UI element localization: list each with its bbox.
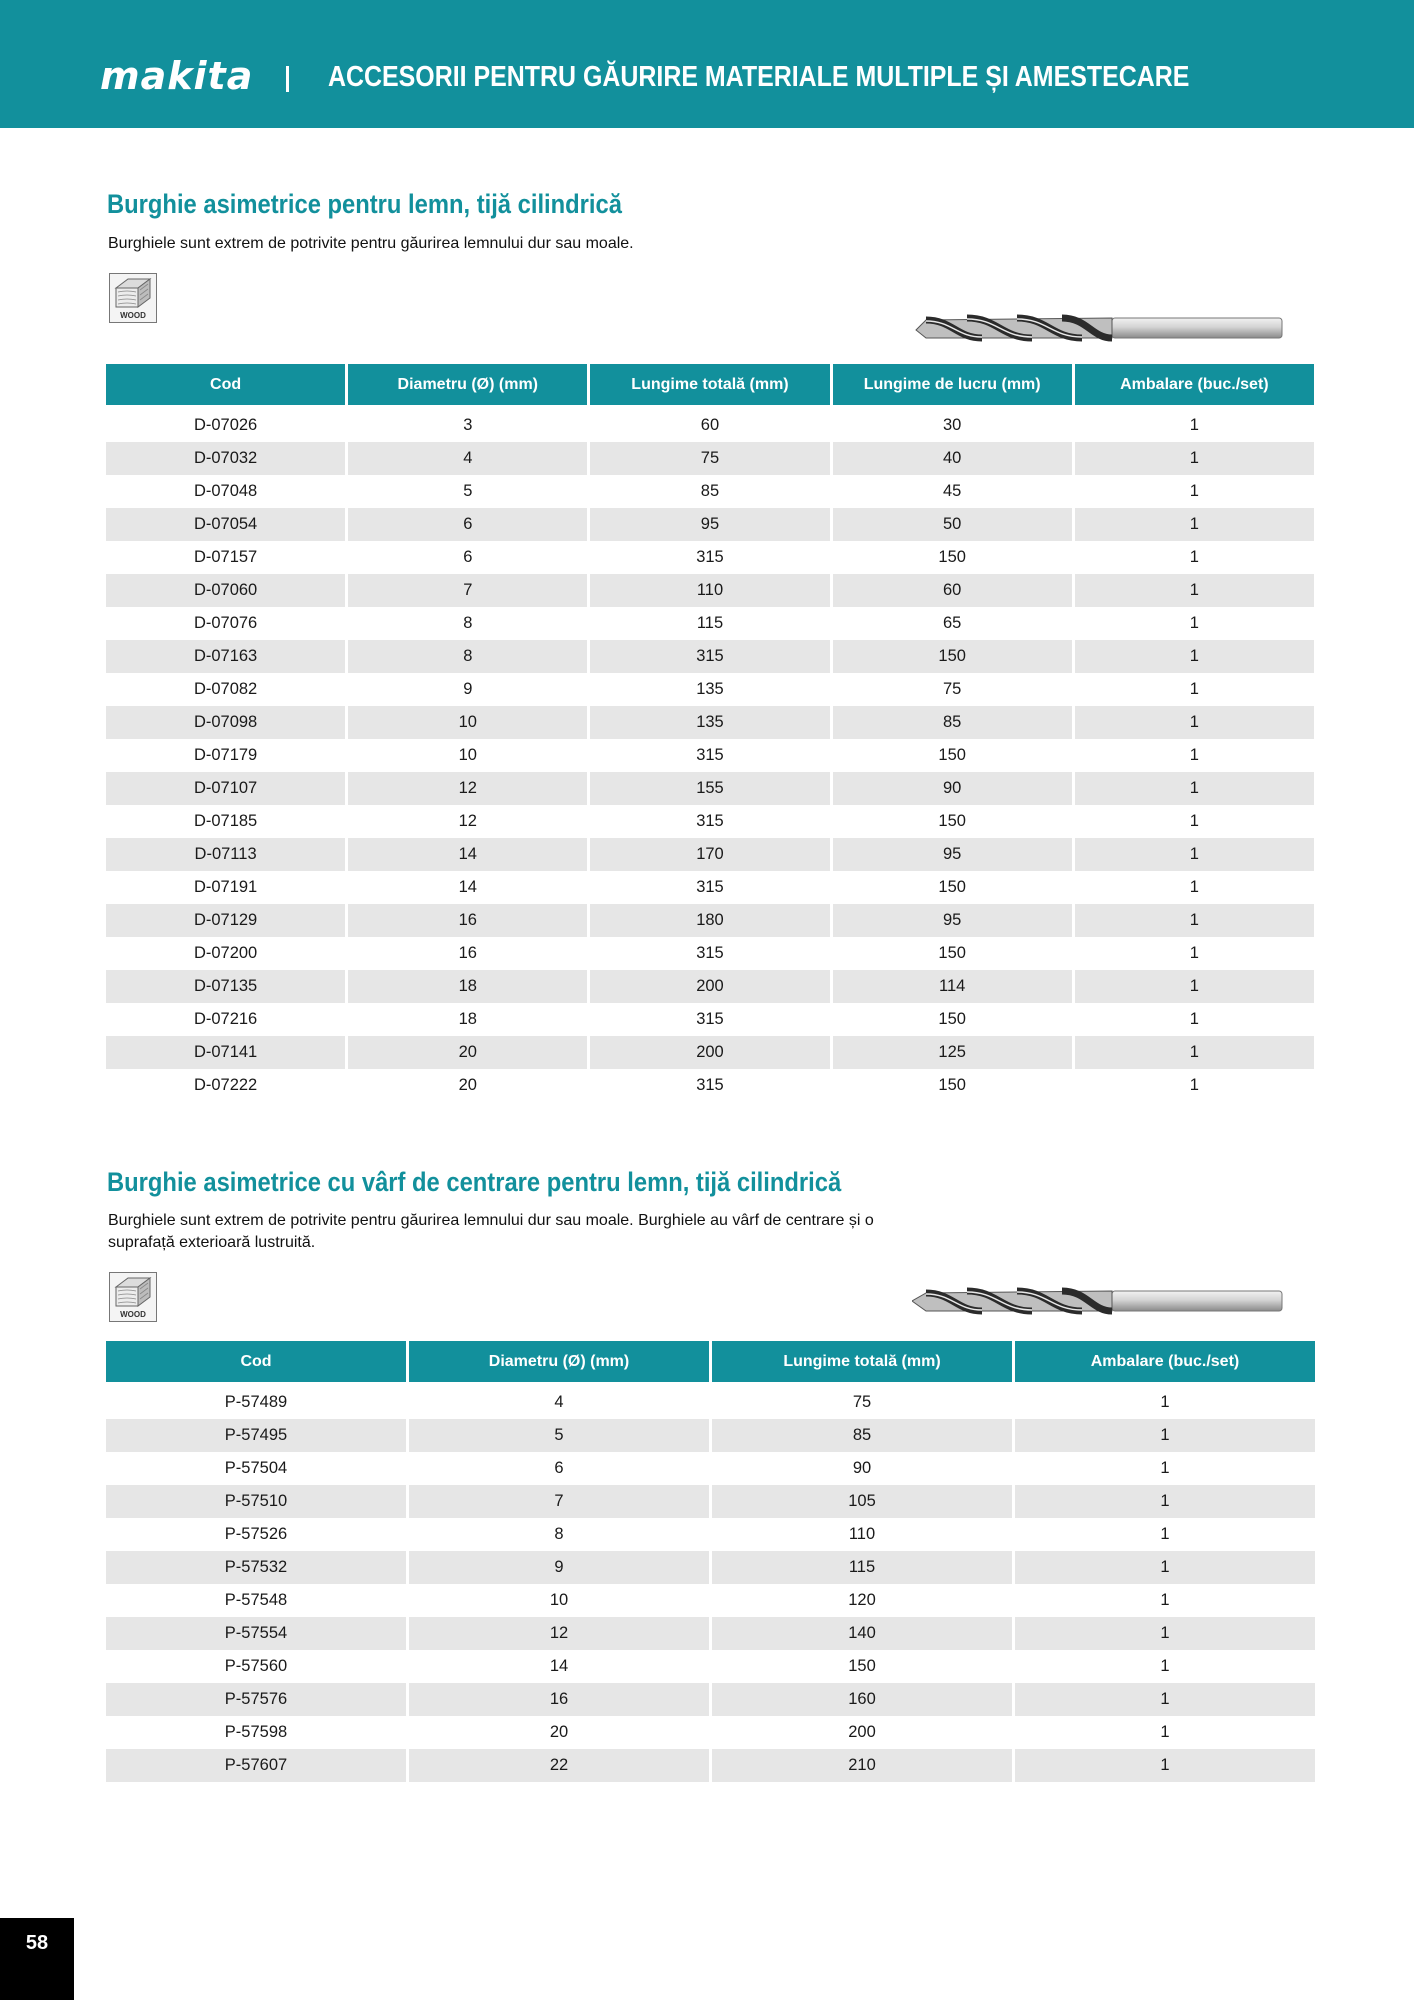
table-cell: 1 xyxy=(1189,1010,1199,1028)
table-cell: 150 xyxy=(938,812,966,830)
table-cell: 1 xyxy=(1189,680,1199,698)
table-cell: 1 xyxy=(1160,1459,1170,1477)
table-row xyxy=(106,1518,1315,1551)
table-cell: 1 xyxy=(1075,772,1314,805)
table-cell: 1 xyxy=(1189,944,1199,962)
table-cell: 120 xyxy=(848,1591,876,1609)
table-cell: P-57560 xyxy=(224,1657,288,1675)
table-cell: 65 xyxy=(942,614,962,632)
table-cell: 8 xyxy=(348,640,587,673)
table-cell: 6 xyxy=(348,508,587,541)
table-cell: 16 xyxy=(409,1683,709,1716)
table-cell: 75 xyxy=(942,680,962,698)
table-row xyxy=(106,805,1314,838)
table-cell: D-07200 xyxy=(193,944,258,962)
table-cell: 75 xyxy=(852,1393,872,1411)
table-cell: 315 xyxy=(696,746,724,764)
table-row xyxy=(106,739,1314,772)
section1-table xyxy=(103,364,1317,1102)
table-cell: 1 xyxy=(1075,838,1314,871)
column-header: Ambalare (buc./set) xyxy=(1015,1341,1315,1386)
table-cell: 110 xyxy=(590,574,829,607)
table-cell: 210 xyxy=(712,1749,1012,1782)
table-row xyxy=(106,409,1314,442)
table-cell: 125 xyxy=(833,1036,1072,1069)
table-cell: 18 xyxy=(458,1010,477,1028)
table-cell: 16 xyxy=(458,944,477,962)
table-cell: D-07216 xyxy=(193,1010,258,1028)
table-cell: 150 xyxy=(938,548,966,566)
table-cell: 20 xyxy=(348,1036,587,1069)
table-cell: 95 xyxy=(833,904,1072,937)
table-cell: 115 xyxy=(696,614,724,632)
table-cell: 1 xyxy=(1015,1419,1315,1452)
table-cell: 1 xyxy=(1160,1591,1170,1609)
table-cell: 14 xyxy=(549,1657,569,1675)
table-cell: D-07098 xyxy=(106,706,345,739)
table-cell: 8 xyxy=(463,614,473,632)
table-row xyxy=(106,1749,1315,1782)
table-cell: P-57554 xyxy=(106,1617,406,1650)
table-row xyxy=(106,937,1314,970)
table-cell: 50 xyxy=(833,508,1072,541)
table-cell: 4 xyxy=(554,1393,564,1411)
table-cell: 85 xyxy=(833,706,1072,739)
table-cell: 14 xyxy=(348,838,587,871)
brand-logo: makita xyxy=(100,54,254,98)
table-cell: 1 xyxy=(1015,1485,1315,1518)
table-cell: D-07082 xyxy=(193,680,258,698)
table-cell: 315 xyxy=(696,812,724,830)
table-cell: P-57532 xyxy=(106,1551,406,1584)
page-number: 58 xyxy=(0,1918,74,2000)
table-cell: 115 xyxy=(712,1551,1012,1584)
table-row xyxy=(106,1036,1314,1069)
table-row xyxy=(106,574,1314,607)
table-row xyxy=(106,640,1314,673)
table-row xyxy=(106,1069,1314,1102)
table-cell: 110 xyxy=(848,1525,876,1543)
table-cell: 135 xyxy=(696,680,724,698)
table-cell: 40 xyxy=(833,442,1072,475)
table-cell: 1 xyxy=(1075,904,1314,937)
table-cell: 1 xyxy=(1160,1723,1170,1741)
table-row xyxy=(106,772,1314,805)
drill-bit-icon xyxy=(912,1281,1286,1321)
table-cell: D-07113 xyxy=(106,838,345,871)
table-cell: 95 xyxy=(833,838,1072,871)
table-cell: 140 xyxy=(712,1617,1012,1650)
table-cell: 8 xyxy=(554,1525,564,1543)
table-cell: 1 xyxy=(1189,416,1199,434)
table-cell: 150 xyxy=(938,1010,966,1028)
header-title: ACCESORII PENTRU GĂURIRE MATERIALE MULTIPLE ȘI AMESTECARE xyxy=(328,61,1190,93)
table-row xyxy=(106,904,1314,937)
table-cell: 150 xyxy=(833,640,1072,673)
table-row xyxy=(106,1551,1315,1584)
table-cell: 135 xyxy=(590,706,829,739)
section2-table xyxy=(103,1341,1318,1782)
column-header: Lungime totală (mm) xyxy=(712,1341,1012,1386)
table-cell: 180 xyxy=(590,904,829,937)
table-row xyxy=(106,541,1314,574)
table-cell: 1 xyxy=(1189,746,1199,764)
table-cell: 170 xyxy=(590,838,829,871)
table-row xyxy=(106,871,1314,904)
table-cell: P-57489 xyxy=(224,1393,288,1411)
table-cell: 1 xyxy=(1075,442,1314,475)
table-cell: 1 xyxy=(1075,706,1314,739)
table-row xyxy=(106,442,1314,475)
column-header: Cod xyxy=(106,364,345,409)
table-cell: 1 xyxy=(1075,574,1314,607)
table-cell: 20 xyxy=(549,1723,569,1741)
table-cell: 200 xyxy=(848,1723,876,1741)
table-cell: 20 xyxy=(458,1076,477,1094)
table-cell: P-57598 xyxy=(224,1723,288,1741)
table-cell: 315 xyxy=(696,1076,724,1094)
table-cell: 150 xyxy=(848,1657,876,1675)
table-cell: 1 xyxy=(1189,482,1199,500)
table-cell: 14 xyxy=(458,878,477,896)
table-cell: 1 xyxy=(1189,614,1199,632)
table-cell: 1 xyxy=(1015,1749,1315,1782)
table-cell: 6 xyxy=(463,548,473,566)
table-cell: 12 xyxy=(409,1617,709,1650)
table-cell: 12 xyxy=(458,812,477,830)
table-row xyxy=(106,673,1314,706)
table-cell: D-07185 xyxy=(193,812,258,830)
table-cell: 60 xyxy=(700,416,720,434)
header-divider xyxy=(286,66,289,92)
table-cell: D-07076 xyxy=(193,614,258,632)
table-cell: 1 xyxy=(1015,1617,1315,1650)
table-cell: 5 xyxy=(409,1419,709,1452)
table-cell: 95 xyxy=(590,508,829,541)
table-cell: 1 xyxy=(1189,1076,1199,1094)
table-cell: 10 xyxy=(348,706,587,739)
table-cell: P-57548 xyxy=(224,1591,288,1609)
table-cell: 85 xyxy=(712,1419,1012,1452)
table-row xyxy=(106,508,1314,541)
table-cell: 6 xyxy=(554,1459,564,1477)
table-cell: D-07060 xyxy=(106,574,345,607)
table-cell: P-57510 xyxy=(106,1485,406,1518)
table-cell: 1 xyxy=(1075,1036,1314,1069)
table-cell: 1 xyxy=(1160,1657,1170,1675)
table-cell: 160 xyxy=(712,1683,1012,1716)
table-row xyxy=(106,607,1314,640)
table-cell: 150 xyxy=(938,878,966,896)
table-cell: 1 xyxy=(1075,640,1314,673)
table-cell: D-07107 xyxy=(106,772,345,805)
table-row xyxy=(106,1485,1315,1518)
section2-description: Burghiele sunt extrem de potrivite pentru găurirea lemnului dur sau moale. Burghiele au vârf de centrare și o suprafață exterioară lustruită. xyxy=(108,1212,874,1251)
column-header: Diametru (Ø) (mm) xyxy=(348,364,587,409)
table-cell: 3 xyxy=(463,416,473,434)
wood-icon xyxy=(109,1272,157,1322)
table-cell: P-57495 xyxy=(106,1419,406,1452)
wood-icon-label: WOOD xyxy=(120,1310,146,1319)
table-cell: 315 xyxy=(696,548,724,566)
table-cell: 10 xyxy=(458,746,477,764)
table-cell: 1 xyxy=(1075,970,1314,1003)
table-cell: D-07129 xyxy=(106,904,345,937)
column-header: Lungime totală (mm) xyxy=(590,364,829,409)
table-cell: 1 xyxy=(1015,1551,1315,1584)
section1-description: Burghiele sunt extrem de potrivite pentru găurirea lemnului dur sau moale. xyxy=(108,235,634,252)
table-cell: 4 xyxy=(348,442,587,475)
table-row xyxy=(106,1683,1315,1716)
table-cell: 5 xyxy=(463,482,473,500)
table-row xyxy=(106,1650,1315,1683)
table-cell: P-57576 xyxy=(106,1683,406,1716)
table-cell: D-07191 xyxy=(193,878,258,896)
table-row xyxy=(106,706,1314,739)
column-header: Diametru (Ø) (mm) xyxy=(409,1341,709,1386)
table-cell: 1 xyxy=(1160,1393,1170,1411)
drill-bit-icon xyxy=(912,308,1286,348)
table-row xyxy=(106,838,1314,871)
table-cell: D-07032 xyxy=(106,442,345,475)
table-cell: P-57504 xyxy=(224,1459,288,1477)
table-cell: 1 xyxy=(1160,1525,1170,1543)
table-row xyxy=(106,475,1314,508)
table-cell: 1 xyxy=(1189,812,1199,830)
table-cell: 150 xyxy=(938,1076,966,1094)
table-row xyxy=(106,1003,1314,1036)
table-row xyxy=(106,1584,1315,1617)
table-cell: 114 xyxy=(833,970,1072,1003)
table-cell: 200 xyxy=(590,1036,829,1069)
table-cell: 105 xyxy=(712,1485,1012,1518)
table-cell: 16 xyxy=(348,904,587,937)
table-cell: 90 xyxy=(852,1459,872,1477)
table-cell: P-57607 xyxy=(106,1749,406,1782)
table-cell: 155 xyxy=(590,772,829,805)
table-cell: 315 xyxy=(590,640,829,673)
table-row xyxy=(106,970,1314,1003)
table-row xyxy=(106,1716,1315,1749)
table-cell: D-07135 xyxy=(106,970,345,1003)
table-cell: D-07026 xyxy=(193,416,258,434)
table-cell: 30 xyxy=(942,416,962,434)
table-header-row xyxy=(106,1341,1315,1386)
table-cell: 1 xyxy=(1189,878,1199,896)
table-cell: 315 xyxy=(696,878,724,896)
table-cell: D-07157 xyxy=(193,548,258,566)
table-cell: D-07048 xyxy=(193,482,258,500)
table-cell: 7 xyxy=(409,1485,709,1518)
table-cell: 22 xyxy=(409,1749,709,1782)
table-cell: 315 xyxy=(696,1010,724,1028)
section2-title: Burghie asimetrice cu vârf de centrare pentru lemn, tijă cilindrică xyxy=(107,1167,842,1197)
table-cell: 45 xyxy=(942,482,962,500)
column-header: Ambalare (buc./set) xyxy=(1075,364,1314,409)
table-row xyxy=(106,1452,1315,1485)
table-cell: D-07179 xyxy=(193,746,258,764)
column-header: Lungime de lucru (mm) xyxy=(833,364,1072,409)
table-cell: 18 xyxy=(348,970,587,1003)
table-cell: 10 xyxy=(549,1591,569,1609)
table-row xyxy=(106,1419,1315,1452)
table-cell: 9 xyxy=(409,1551,709,1584)
table-cell: 60 xyxy=(833,574,1072,607)
wood-icon xyxy=(109,273,157,323)
page-header xyxy=(0,0,1414,128)
table-row xyxy=(106,1617,1315,1650)
table-cell: 315 xyxy=(696,944,724,962)
table-cell: 7 xyxy=(348,574,587,607)
table-cell: 90 xyxy=(833,772,1072,805)
section1-title: Burghie asimetrice pentru lemn, tijă cilindrică xyxy=(107,189,622,219)
table-cell: 9 xyxy=(463,680,473,698)
table-cell: 150 xyxy=(938,746,966,764)
table-cell: 200 xyxy=(590,970,829,1003)
table-header-row xyxy=(106,364,1314,409)
table-cell: P-57526 xyxy=(224,1525,288,1543)
table-cell: 85 xyxy=(700,482,720,500)
wood-icon-label: WOOD xyxy=(120,311,146,320)
column-header: Cod xyxy=(106,1341,406,1386)
table-cell: D-07141 xyxy=(106,1036,345,1069)
table-cell: 1 xyxy=(1075,508,1314,541)
table-cell: 150 xyxy=(938,944,966,962)
table-cell: 12 xyxy=(348,772,587,805)
table-cell: 1 xyxy=(1189,548,1199,566)
table-cell: 75 xyxy=(590,442,829,475)
table-cell: 1 xyxy=(1015,1683,1315,1716)
table-cell: D-07054 xyxy=(106,508,345,541)
table-cell: D-07222 xyxy=(193,1076,258,1094)
table-cell: D-07163 xyxy=(106,640,345,673)
table-row xyxy=(106,1386,1315,1419)
